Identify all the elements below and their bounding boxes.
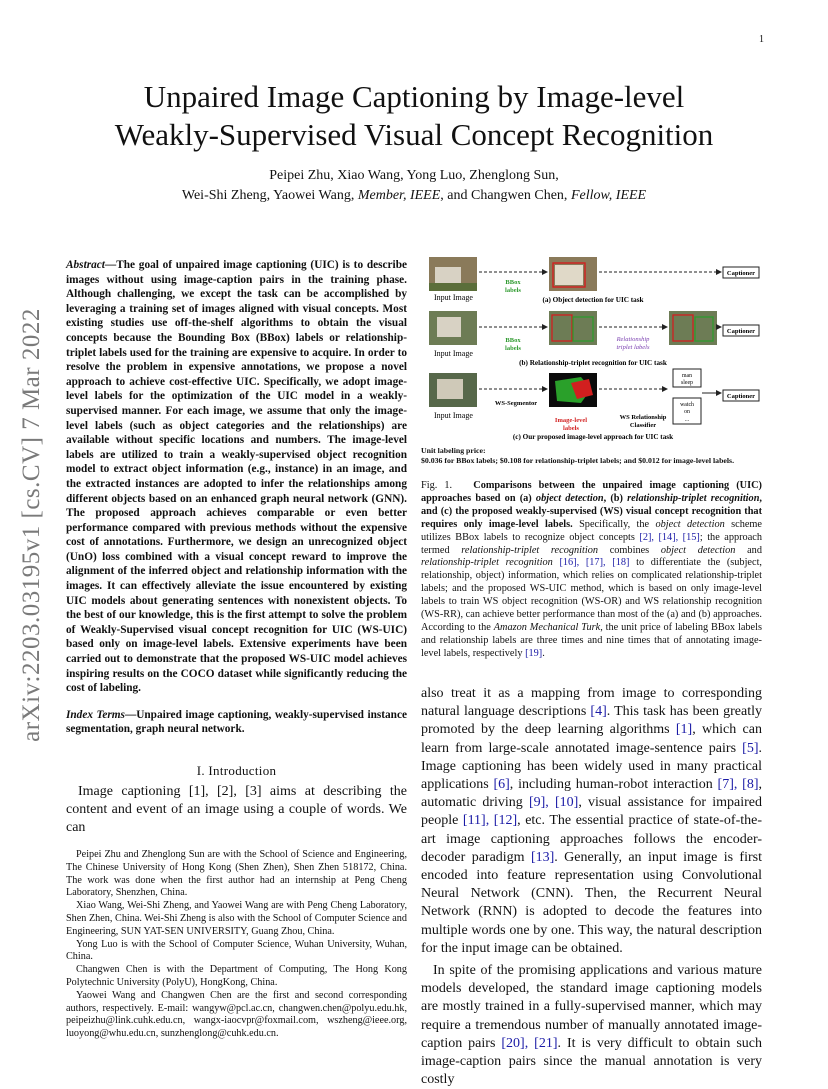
index-terms: Index Terms—Unpaired image captioning, weakly-supervised instance segmentation, graph neural network. (66, 708, 407, 736)
svg-text:Captioner: Captioner (726, 270, 756, 277)
arxiv-watermark: arXiv:2203.03195v1 [cs.CV] 7 Mar 2022 (18, 308, 45, 742)
svg-text:labels: labels (505, 287, 521, 294)
right-column-body (421, 685, 762, 1089)
figure-1 (421, 255, 762, 467)
svg-text:Relationship: Relationship (616, 336, 650, 343)
section-heading-introduction: I. Introduction (196, 763, 277, 778)
paragraph-second: In spite of the promising applications and various mature models developed, the standard image captioning models are mostly trained in a fully-supervised manner, which may require a tremendous number of manually annotated image-caption pairs [20], [21]. It is very difficult to obtain such image-caption pairs since the manual annotation is very costly (421, 963, 762, 1088)
svg-text:Input Image: Input Image (434, 411, 473, 420)
svg-text:labels: labels (505, 345, 521, 352)
row-a (429, 257, 759, 304)
paper-title: Unpaired Image Captioning by Image-level Weakly-Supervised Visual Concept Recognition (114, 79, 714, 152)
page-number: 1 (759, 34, 764, 45)
svg-text:Captioner: Captioner (726, 328, 756, 335)
svg-text:labels: labels (563, 425, 579, 432)
svg-text:Classifier: Classifier (629, 422, 657, 429)
intro-paragraph: Image captioning [1], [2], [3] aims at describing the content and event of an image using a couple of words. We can (66, 784, 407, 835)
svg-text:sleep: sleep (681, 380, 693, 386)
svg-text:WS Relationship: WS Relationship (619, 414, 667, 421)
abstract: Abstract—The goal of unpaired image captioning (UIC) is to describe images without using image-caption pairs in the training phase. Although challenging, we except the task can be accomplished by leveraging a training set of images aligned with visual concepts. Most existing studies use off-the-shelf algorithms to obtain the visual concepts because the Bounding Box (BBox) labels or relationship-triplet labels used for the training are expensive to acquire. In order to resolve the problem in expensive annotations, we propose a novel approach to achieve cost-effective UIC. Specifically, we adopt image-level labels for the optimization of the UIC model in a weakly-supervised manner. For each image, we assume that only the image-level labels (such as object categories and the relationships) are available without specific locations and numbers. The image-level labels are utilized to train a weakly-supervised object recognition model to extract object information (e.g., instance) in an image, and the extracted instances are adopted to infer the relationships among different objects based on an enhanced graph neural network (GNN). The proposed approach achieves comparable or even better performance compared with previous methods without the expensive cost of annotations. Furthermore, we design an unrecognized object (UnO) loss combined with a visual concept reward to improve the alignment of the inferred object and relationship information with the images. It can effectively alleviate the issue encountered by existing UIC models about generating sentences with nonexistent objects. To the best of our knowledge, this is the first attempt to solve the problem of Weakly-Supervised visual concept recognition for UIC (WS-UIC) based only on image-level labels. Extensive experiments have been carried out to demonstrate that the proposed WS-UIC model achieves inspiring results on the COCO dataset while significantly reducing the cost of labeling. (66, 259, 407, 695)
svg-text:(b) Relationship-triplet recog: (b) Relationship-triplet recognition for UIC task (519, 359, 667, 367)
svg-text:BBox: BBox (505, 337, 521, 344)
svg-text:Input Image: Input Image (434, 293, 473, 302)
svg-text:...: ... (684, 417, 690, 423)
svg-text:WS-Segmentor: WS-Segmentor (494, 400, 538, 407)
unit-labeling-price: Unit labeling price: $0.036 for BBox labels; $0.108 for relationship-triplet labels; and $0.012 for image-level labels. (421, 446, 735, 465)
svg-text:BBox: BBox (505, 279, 521, 286)
left-column (66, 258, 407, 1041)
svg-text:Input Image: Input Image (434, 349, 473, 358)
figure-1-caption: Fig. 1. Comparisons between the unpaired image captioning (UIC) approaches based on (a) object detection, (b) relationship-triplet recognition, and (c) the proposed weakly-supervised (WS) visual concept recognition that requires only image-level labels. Specifically, the object detection scheme utilizes BBox labels to recognize object concepts [2], [14], [15]; the approach termed relationship-triplet recognition combines object detection and relationship-triplet recognition [16], [17], [18] to differentiate the (subject, relationship, object) information, which relies on complicated relationship-triplet labels; and the proposed WS-UIC method, which is based on only image-level labels to train WS object recognition (WS-OR) and WS relationship recognition (WS-RR), can achieve better performance than most of the (a) and (b) approaches. According to the Amazon Mechanical Turk, the unit price of labeling BBox labels and relationship labels are three times and nine times that of annotating image-level labels, respectively [19]. (421, 480, 763, 659)
svg-text:(a) Object detection for UIC t: (a) Object detection for UIC task (542, 296, 644, 304)
svg-text:Image-level: Image-level (554, 417, 588, 424)
paragraph-continued: also treat it as a mapping from image to corresponding natural language descriptions [4]. This task has been greatly promoted by the deep learning algorithms [1], which can learn from large-scale annotated image-sentence pairs [5]. Image captioning has been widely used in many practical applications [6], including human-robot interaction [7], [8], automatic driving [9], [10], visual assistance for impaired people [11], [12], etc. The essential practice of state-of-the-art image captioning approaches follows the encoder-decoder paradigm [13]. Generally, an input image is first encoded into feature representation using Convolutional Neural Network (CNN). Then, the Recurrent Neural Network (RNN) is adopted to decode the features into multiple words one by one. This way, the natural description for the input image can be obtained. (421, 686, 762, 956)
svg-text:on: on (684, 409, 690, 415)
svg-text:triplet labels: triplet labels (616, 344, 650, 351)
svg-text:Captioner: Captioner (726, 393, 756, 400)
author-footnotes: Peipei Zhu and Zhenglong Sun are with the School of Science and Engineering, The Chinese University of Hong Kong (Shen Zhen), Shen Zhen 518172, China. The work was done when the first author had an internship at Peng Cheng Laboratory, Shenzhen, China. Xiao Wang, Wei-Shi Zheng, and Yaowei Wang are with Peng Cheng Laboratory, Shen Zhen, China. Wei-Shi Zheng is also with the School of Computer Science and Engineering, SUN YAT-SEN UNIVERSITY, Guang Zhou, China. Yong Luo is with the School of Computer Science, Wuhan University, Wuhan, China. Changwen Chen is with the Department of Computing, The Hong Kong Polytechnic University (PolyU), HongKong, China. Yaowei Wang and Changwen Chen are the first and second corresponding authors, respectively. E-mail: wangyw@pcl.ac.cn, changwen.chen@polyu.edu.hk, peipeizhu@link.cuhk.edu.cn, wangx-iaocvpr@foxmail.com, wszheng@ieee.org, luoyong@whu.edu.cn, sunzhenglong@cuhk.edu.cn. (66, 849, 407, 1040)
svg-text:watch: watch (680, 402, 694, 408)
figure-1-diagram (421, 255, 762, 445)
row-b (429, 311, 759, 367)
author-list: Peipei Zhu, Xiao Wang, Yong Luo, Zhenglong Sun, Wei-Shi Zheng, Yaowei Wang, Member, IEEE, and Changwen Chen, Fellow, IEEE (181, 168, 647, 203)
svg-text:man: man (682, 373, 692, 379)
svg-text:(c) Our proposed image-level a: (c) Our proposed image-level approach for UIC task (512, 433, 674, 441)
row-c (429, 369, 759, 441)
